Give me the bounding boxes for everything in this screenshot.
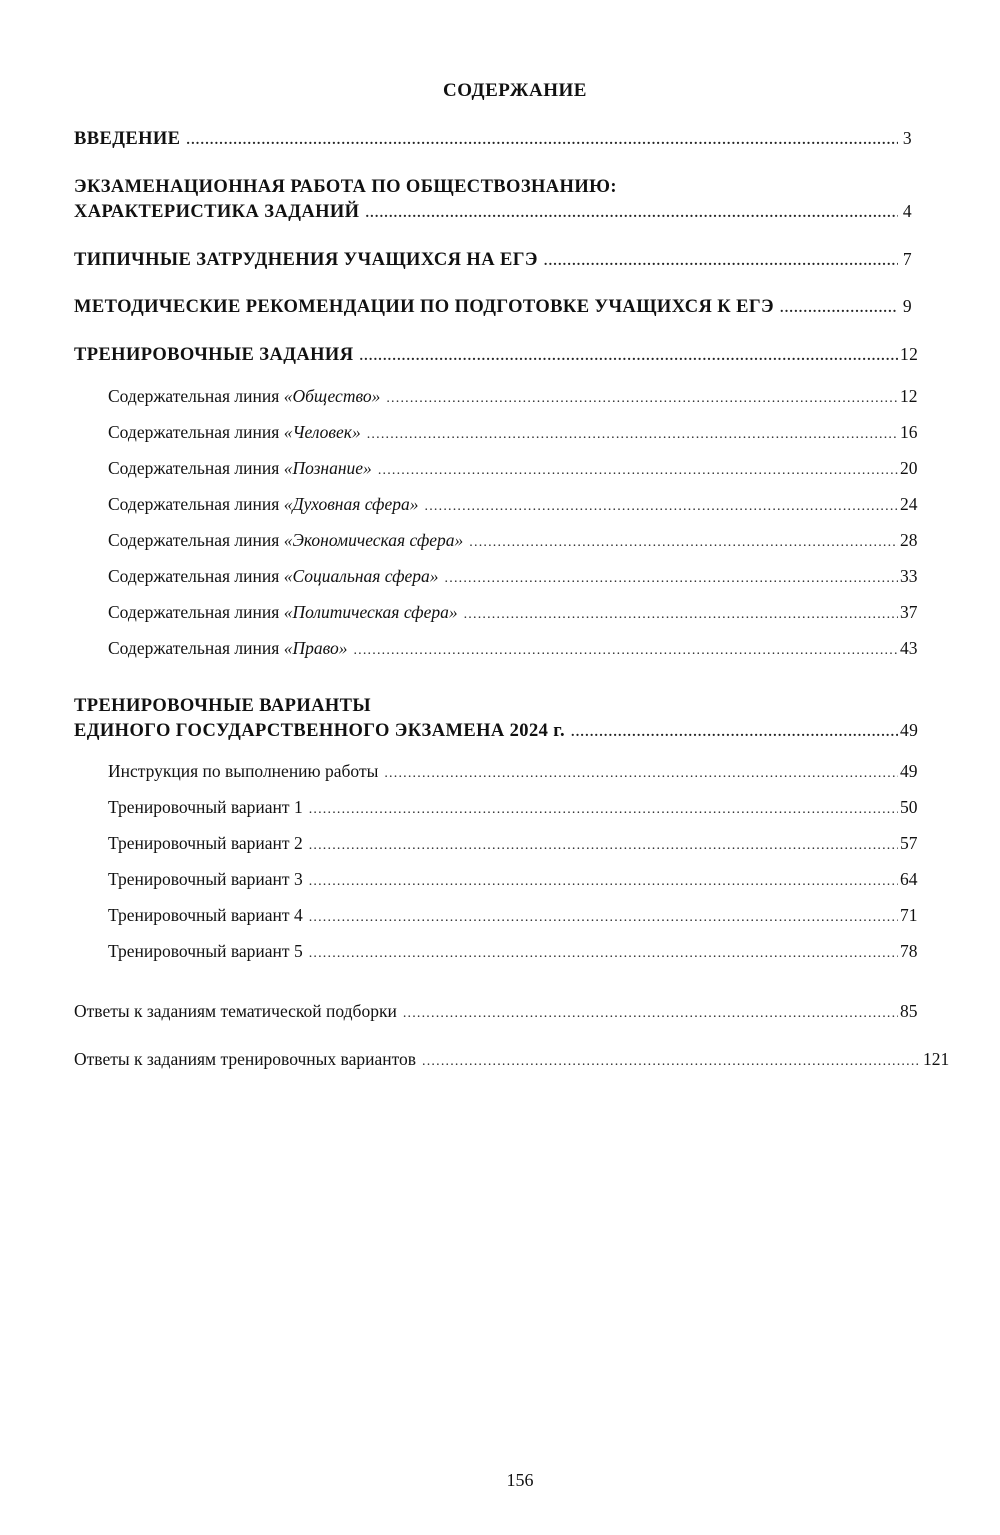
- toc-subentry-label: Содержательная линия «Общество»: [108, 386, 381, 406]
- toc-subentry-label: Содержательная линия «Познание»: [108, 458, 372, 478]
- toc-entry-label: ЕДИНОГО ГОСУДАРСТВЕННОГО ЭКЗАМЕНА 2024 г.: [74, 721, 566, 741]
- toc-entry-methodical-recommendations[interactable]: [74, 296, 912, 318]
- toc-subentry-label: Содержательная линия «Социальная сфера»: [108, 566, 439, 586]
- dot-leader: [544, 254, 898, 270]
- toc-entry-introduction[interactable]: [74, 128, 912, 150]
- dot-leader: [309, 802, 898, 818]
- toc-subentry-content-line[interactable]: [108, 386, 918, 407]
- toc-subentry-label: Тренировочный вариант 5: [108, 941, 303, 961]
- toc-entry-training-variants[interactable]: [74, 720, 919, 742]
- toc-subentry-label: Тренировочный вариант 3: [108, 869, 303, 889]
- toc-entry-answers-variants[interactable]: [74, 1049, 950, 1070]
- dot-leader: [464, 607, 898, 623]
- toc-entry-label-line1: ТРЕНИРОВОЧНЫЕ ВАРИАНТЫ: [74, 696, 371, 716]
- dot-leader: [445, 571, 898, 587]
- toc-subentry-variant[interactable]: [108, 869, 918, 890]
- dot-leader: [403, 1006, 898, 1022]
- toc-subentry-page: 43: [900, 638, 918, 658]
- dot-leader: [309, 946, 898, 962]
- toc-subentry-variant[interactable]: [108, 833, 918, 854]
- toc-subentry-variant[interactable]: [108, 941, 918, 962]
- toc-subentry-page: 37: [900, 602, 918, 622]
- toc-entry-label: ХАРАКТЕРИСТИКА ЗАДАНИЙ: [74, 202, 360, 222]
- toc-entry-label-line1: ЭКЗАМЕНАЦИОННАЯ РАБОТА ПО ОБЩЕСТВОЗНАНИЮ:: [74, 177, 617, 197]
- toc-subentry-page: 49: [900, 761, 918, 781]
- dot-leader: [780, 301, 898, 317]
- dot-leader: [186, 133, 898, 149]
- toc-subentry-content-line[interactable]: [108, 530, 918, 551]
- toc-subentry-page: 50: [900, 797, 918, 817]
- toc-entry-exam-work[interactable]: [74, 201, 912, 223]
- dot-leader: [353, 643, 898, 659]
- toc-subentry-variant[interactable]: [108, 797, 918, 818]
- toc-entry-page: 12: [900, 344, 919, 364]
- dot-leader: [359, 349, 898, 365]
- toc-subentry-label: Содержательная линия «Право»: [108, 638, 348, 658]
- dot-leader: [365, 206, 898, 222]
- toc-subentry-page: 57: [900, 833, 918, 853]
- toc-entry-page: 4: [902, 201, 912, 221]
- dot-leader: [571, 725, 898, 741]
- toc-subentry-page: 33: [900, 566, 918, 586]
- dot-leader: [367, 427, 898, 443]
- toc-entry-label: ТРЕНИРОВОЧНЫЕ ЗАДАНИЯ: [74, 345, 354, 365]
- toc-entry-page: 9: [902, 296, 912, 316]
- toc-subentry-content-line[interactable]: [108, 422, 918, 443]
- dot-leader: [425, 499, 898, 515]
- dot-leader: [309, 874, 898, 890]
- toc-subentry-page: 64: [900, 869, 918, 889]
- dot-leader: [386, 391, 898, 407]
- toc-subentry-variant[interactable]: [108, 905, 918, 926]
- toc-subentry-page: 20: [900, 458, 918, 478]
- dot-leader: [309, 838, 898, 854]
- toc-entry-label: ВВЕДЕНИЕ: [74, 129, 181, 149]
- toc-subentry-label: Содержательная линия «Духовная сфера»: [108, 494, 419, 514]
- toc-entry-typical-difficulties[interactable]: [74, 249, 912, 271]
- toc-subentry-label: Тренировочный вариант 2: [108, 833, 303, 853]
- toc-entry-label: ТИПИЧНЫЕ ЗАТРУДНЕНИЯ УЧАЩИХСЯ НА ЕГЭ: [74, 250, 538, 270]
- toc-subentry-page: 24: [900, 494, 918, 514]
- toc-title: СОДЕРЖАНИЕ: [443, 80, 587, 101]
- toc-entry-page: 49: [900, 720, 919, 740]
- dot-leader: [469, 535, 898, 551]
- toc-subentry-label: Тренировочный вариант 1: [108, 797, 303, 817]
- toc-subentry-label: Содержательная линия «Человек»: [108, 422, 361, 442]
- toc-subentry-label: Инструкция по выполнению работы: [108, 761, 379, 781]
- toc-subentry-page: 16: [900, 422, 918, 442]
- toc-subentry-instructions[interactable]: [108, 761, 918, 782]
- toc-subentry-content-line[interactable]: [108, 602, 918, 623]
- toc-entry-page: 3: [902, 128, 912, 148]
- toc-subentry-label: Тренировочный вариант 4: [108, 905, 303, 925]
- dot-leader: [309, 910, 898, 926]
- toc-entry-page: 7: [902, 249, 912, 269]
- toc-entry-page: 121: [923, 1049, 950, 1069]
- dot-leader: [422, 1054, 921, 1070]
- toc-subentry-content-line[interactable]: [108, 638, 918, 659]
- dot-leader: [378, 463, 898, 479]
- toc-entry-page: 85: [900, 1001, 918, 1021]
- toc-subentry-content-line[interactable]: [108, 458, 918, 479]
- page-number: 156: [506, 1470, 534, 1490]
- toc-subentry-page: 71: [900, 905, 918, 925]
- dot-leader: [384, 766, 898, 782]
- toc-subentry-page: 78: [900, 941, 918, 961]
- toc-subentry-page: 28: [900, 530, 918, 550]
- toc-subentry-content-line[interactable]: [108, 566, 918, 587]
- toc-subentry-label: Содержательная линия «Политическая сфера»: [108, 602, 458, 622]
- toc-entry-label: Ответы к заданиям тренировочных вариантов: [74, 1049, 417, 1069]
- toc-entry-training-tasks[interactable]: [74, 344, 919, 366]
- toc-subentry-page: 12: [900, 386, 918, 406]
- toc-subentry-content-line[interactable]: [108, 494, 918, 515]
- toc-entry-label: Ответы к заданиям тематической подборки: [74, 1001, 397, 1021]
- toc-subentry-label: Содержательная линия «Экономическая сфера»: [108, 530, 464, 550]
- toc-entry-answers-thematic[interactable]: [74, 1001, 918, 1022]
- toc-entry-label: МЕТОДИЧЕСКИЕ РЕКОМЕНДАЦИИ ПО ПОДГОТОВКЕ УЧАЩИХСЯ К ЕГЭ: [74, 297, 774, 317]
